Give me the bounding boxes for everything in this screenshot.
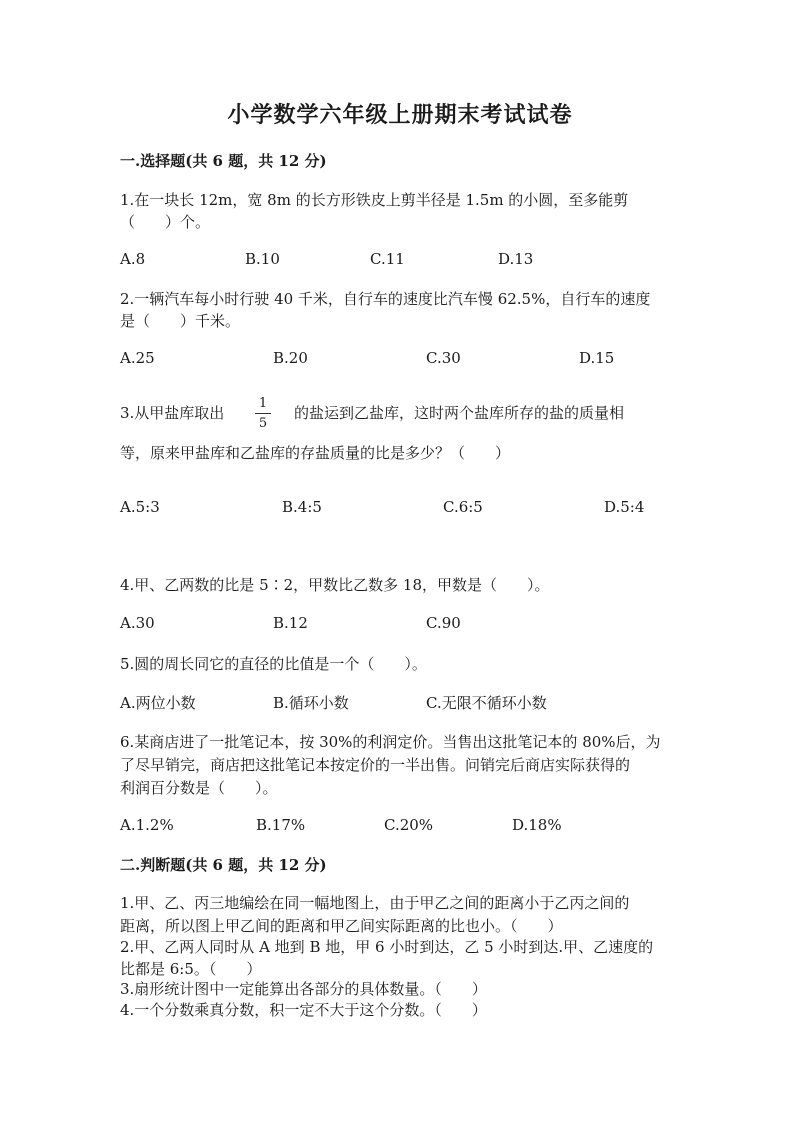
fraction-one-fifth — [255, 396, 271, 431]
question-6-option-d: D.18% — [512, 816, 562, 834]
question-2-text-cont: 是（ ）千米。 — [120, 312, 241, 330]
judgement-2-text: 2.甲、乙两人同时从 A 地到 B 地，甲 6 小时到达，乙 5 小时到达.甲、乙速度的 — [120, 938, 654, 956]
question-2-text: 2.一辆汽车每小时行驶 40 千米，自行车的速度比汽车慢 62.5%，自行车的速度 — [120, 290, 651, 308]
question-3-text-cont: 等，原来甲盐库和乙盐库的存盐质量的比是多少？（ ） — [120, 444, 511, 462]
question-6-option-b: B.17% — [256, 816, 306, 834]
question-4-option-b: B.12 — [273, 614, 308, 632]
question-5-option-b: B.循环小数 — [273, 694, 349, 712]
question-3-text-prefix: 3.从甲盐库取出 — [120, 404, 225, 422]
question-4-option-c: C.90 — [426, 614, 461, 632]
question-1-option-b: B.10 — [245, 250, 280, 268]
fraction-numerator: 1 — [258, 396, 268, 411]
judgement-2-text-cont: 比都是 6:5。（ ） — [120, 960, 262, 978]
judgement-1-text: 1.甲、乙、丙三地编绘在同一幅地图上，由于甲乙之间的距离小于乙丙之间的 — [120, 894, 630, 912]
question-2-option-b: B.20 — [273, 349, 308, 367]
fraction-bar — [255, 413, 271, 414]
question-2-option-d: D.15 — [579, 349, 615, 367]
question-6-text-cont1: 了尽早销完，商店把这批笔记本按定价的一半出售。问销完后商店实际获得的 — [120, 756, 631, 774]
section-heading-judgement: 二.判断题(共 6 题，共 12 分) — [120, 856, 327, 874]
question-1-option-c: C.11 — [370, 250, 405, 268]
judgement-3-text: 3.扇形统计图中一定能算出各部分的具体数量。（ ） — [120, 980, 487, 998]
question-1-option-d: D.13 — [498, 250, 534, 268]
question-3-option-b: B.4:5 — [282, 498, 322, 516]
question-3-option-d: D.5:4 — [604, 498, 645, 516]
judgement-1-text-cont: 距离，所以图上甲乙间的距离和甲乙间实际距离的比也小。（ ） — [120, 917, 563, 935]
question-4-text: 4.甲、乙两数的比是 5∶2，甲数比乙数多 18，甲数是（ ）。 — [120, 576, 550, 594]
question-6-option-a: A.1.2% — [120, 816, 174, 834]
judgement-4-text: 4.一个分数乘真分数，积一定不大于这个分数。（ ） — [120, 1001, 487, 1019]
question-1-text: 1.在一块长 12m，宽 8m 的长方形铁皮上剪半径是 1.5m 的小圆，至多能剪 — [120, 191, 629, 209]
question-3-option-a: A.5:3 — [120, 498, 160, 516]
question-1-text-cont: （ ）个。 — [120, 213, 211, 231]
question-2-option-c: C.30 — [426, 349, 461, 367]
question-6-text-cont2: 利润百分数是（ ）。 — [120, 779, 278, 797]
question-1-option-a: A.8 — [120, 250, 146, 268]
question-2-option-a: A.25 — [120, 349, 155, 367]
question-5-text: 5.圆的周长同它的直径的比值是一个（ ）。 — [120, 655, 427, 673]
fraction-denominator: 5 — [258, 416, 268, 431]
question-6-text: 6.某商店进了一批笔记本，按 30%的利润定价。当售出这批笔记本的 80%后，为 — [120, 733, 661, 751]
question-3-option-c: C.6:5 — [443, 498, 483, 516]
page-title: 小学数学六年级上册期末考试试卷 — [227, 102, 573, 128]
question-5-option-c: C.无限不循环小数 — [426, 694, 547, 712]
question-6-option-c: C.20% — [384, 816, 434, 834]
section-heading-choice: 一.选择题(共 6 题，共 12 分) — [120, 152, 327, 170]
question-3-text-suffix: 的盐运到乙盐库，这时两个盐库所存的盐的质量相 — [294, 404, 625, 422]
question-5-option-a: A.两位小数 — [120, 694, 196, 712]
question-4-option-a: A.30 — [120, 614, 155, 632]
